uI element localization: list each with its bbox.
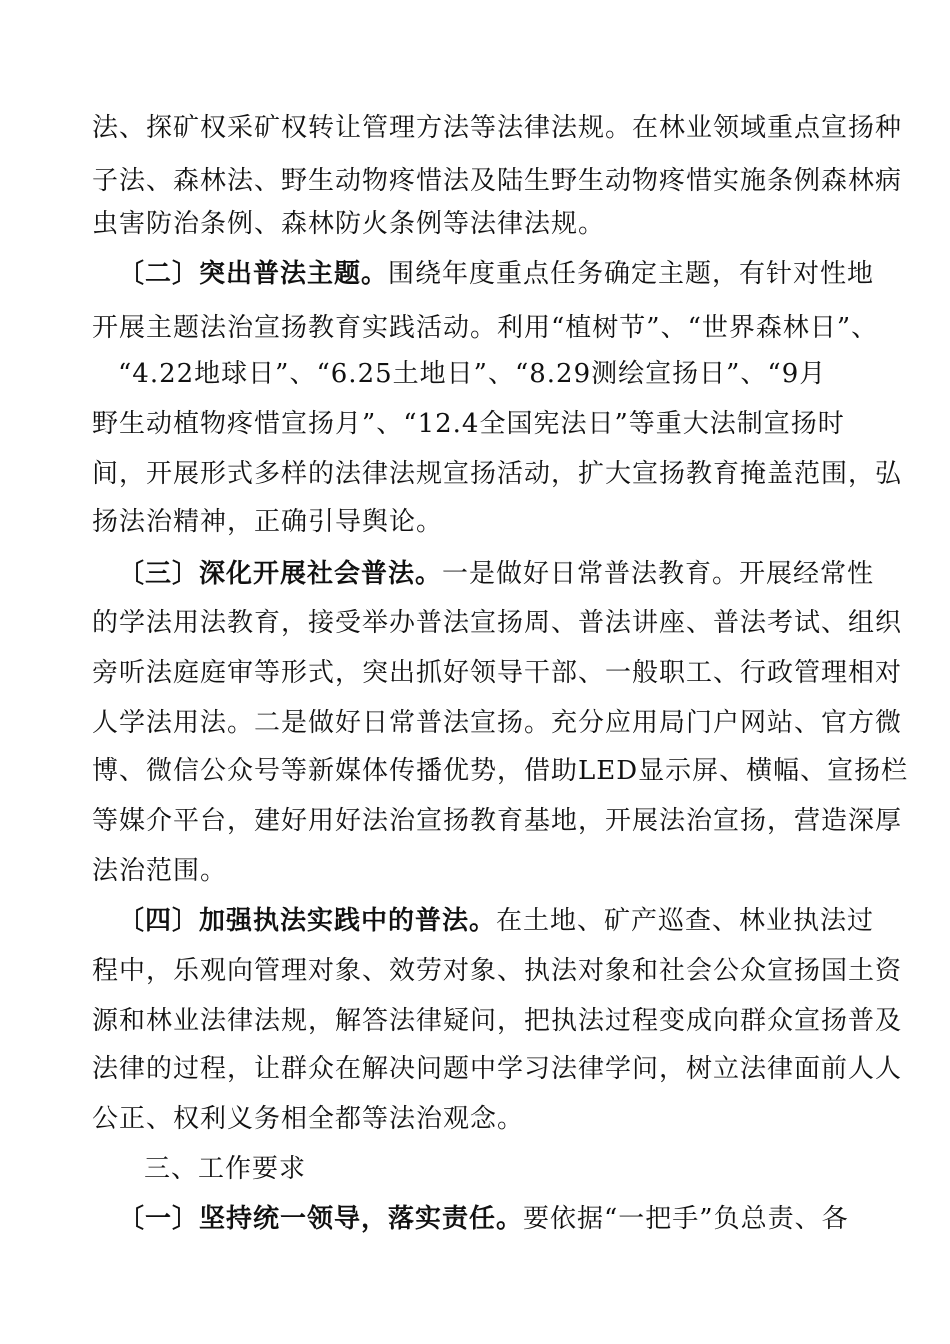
- line-text: 旁听法庭庭审等形式，突出抓好领导干部、一般职工、行政管理相对: [92, 658, 903, 688]
- body-line: [0, 845, 950, 898]
- section-paragraph-start: [0, 1193, 950, 1246]
- section-heading: 〔三〕深化开展社会普法。: [118, 559, 443, 589]
- body-line: [0, 102, 950, 155]
- section-paragraph-start: [0, 248, 950, 301]
- line-text: 子法、森林法、野生动物疼惜法及陆生野生动物疼惜实施条例森林病: [92, 166, 903, 196]
- body-line: [0, 945, 950, 998]
- line-text: 法律的过程，让群众在解决问题中学习法律学问，树立法律面前人人: [92, 1054, 903, 1084]
- section-paragraph-start: [0, 548, 950, 601]
- line-text: 开展主题法治宣扬教育实践活动。利用“植树节”、“世界森林日”、: [92, 313, 879, 343]
- section-heading: 〔四〕加强执法实践中的普法。: [118, 906, 497, 936]
- line-text: 公正、权利义务相全都等法治观念。: [92, 1104, 525, 1134]
- line-text: 野生动植物疼惜宣扬月”、“12.4全国宪法日”等重大法制宣扬时: [92, 409, 845, 439]
- line-text: 等媒介平台，建好用好法治宣扬教育基地，开展法治宣扬，营造深厚: [92, 806, 903, 836]
- section-heading: 〔二〕突出普法主题。: [118, 259, 389, 289]
- body-line: [0, 1043, 950, 1096]
- line-text: 扬法治精神，正确引导舆论。: [92, 507, 444, 537]
- body-line: [0, 398, 950, 451]
- body-line: [0, 745, 950, 798]
- chapter-heading: [0, 1143, 950, 1196]
- section-heading: 〔一〕坚持统一领导，落实责任。: [118, 1204, 524, 1234]
- line-text: “4.22地球日”、“6.25土地日”、“8.29测绘宣扬日”、“9月: [118, 359, 827, 389]
- line-text: 法、探矿权采矿权转让管理方法等法律法规。在林业领域重点宣扬种: [92, 113, 903, 143]
- body-line: [0, 597, 950, 650]
- line-text: 在土地、矿产巡查、林业执法过: [496, 906, 875, 936]
- line-text: 人学法用法。二是做好日常普法宣扬。充分应用局门户网站、官方微: [92, 708, 903, 738]
- body-line: [0, 697, 950, 750]
- body-line: [0, 795, 950, 848]
- line-text: 要依据“一把手”负总责、各: [523, 1204, 849, 1234]
- line-text: 法治范围。: [92, 856, 228, 886]
- line-text: 程中，乐观向管理对象、效劳对象、执法对象和社会公众宣扬国土资: [92, 956, 903, 986]
- body-line: [0, 1093, 950, 1146]
- body-line: [0, 496, 950, 549]
- line-text: 源和林业法律法规，解答法律疑问，把执法过程变成向群众宣扬普及: [92, 1006, 903, 1036]
- body-line: [0, 448, 950, 501]
- line-text: 一是做好日常普法教育。开展经常性: [442, 559, 875, 589]
- chapter-heading-text: 三、工作要求: [144, 1154, 307, 1184]
- line-text: 虫害防治条例、森林防火条例等法律法规。: [92, 209, 606, 239]
- body-line: [0, 198, 950, 251]
- body-line: [0, 995, 950, 1048]
- line-text: 博、微信公众号等新媒体传播优势，借助LED显示屏、横幅、宣扬栏: [92, 756, 909, 786]
- body-line: [0, 647, 950, 700]
- section-paragraph-start: [0, 895, 950, 948]
- line-text: 围绕年度重点任务确定主题，有针对性地: [388, 259, 875, 289]
- line-text: 的学法用法教育，接受举办普法宣扬周、普法讲座、普法考试、组织: [92, 608, 903, 638]
- body-line: [0, 348, 950, 401]
- line-text: 间，开展形式多样的法律法规宣扬活动，扩大宣扬教育掩盖范围，弘: [92, 459, 903, 489]
